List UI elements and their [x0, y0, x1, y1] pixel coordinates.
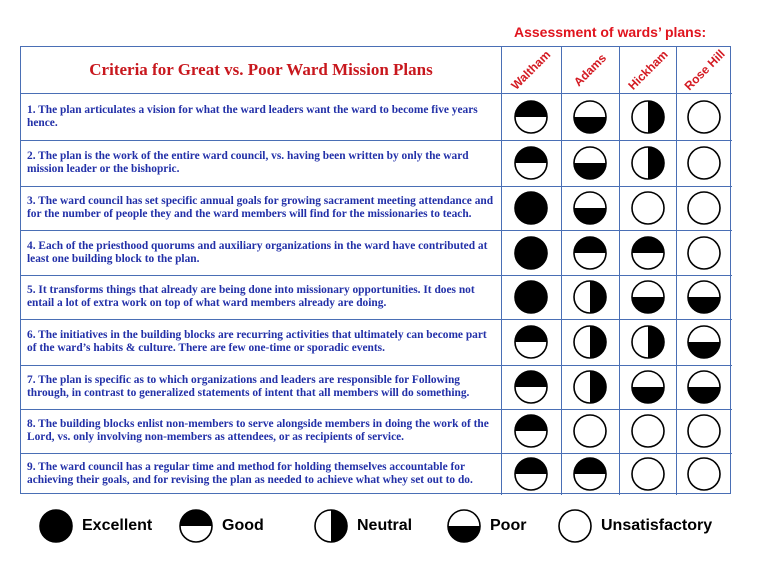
criterion-text	[27, 94, 499, 139]
rating-good-icon	[513, 99, 549, 140]
criterion-label: 5. It transforms things that already are being done into missionary opportunities. It does not entail a lot of extra work on top of what ward members already are doing.	[27, 284, 475, 309]
rating-unsatisfactory-icon	[630, 413, 666, 454]
legend-label: Neutral	[357, 517, 413, 534]
rating-unsatisfactory-icon	[686, 235, 722, 276]
rating-unsatisfactory-icon	[686, 190, 722, 231]
legend-item-good	[178, 506, 264, 546]
criterion-label: 9. The ward council has a regular time and method for holding themselves accountable for achieving their goals, and for revising the plan as needed to achieve what whey set out to do.	[27, 461, 473, 486]
rating-good-icon	[630, 235, 666, 276]
criterion-text	[27, 366, 499, 408]
criterion-text	[27, 320, 499, 364]
rating-good-icon	[513, 369, 549, 410]
rating-poor-icon	[572, 190, 608, 231]
legend-label: Unsatisfactory	[601, 517, 713, 534]
criterion-label: 4. Each of the priesthood quorums and auxiliary organizations in the ward have contributed at least one building block to the plan.	[27, 239, 488, 265]
column-divider	[561, 47, 562, 495]
column-divider	[676, 47, 677, 495]
rating-unsatisfactory-icon	[630, 456, 666, 497]
assessment-title: Assessment of wards’ plans:	[514, 24, 707, 40]
criterion-label: 1. The plan articulates a vision for what the ward leaders want the ward to become five years hence.	[27, 103, 478, 129]
ward-header: Rose Hill	[681, 46, 728, 94]
rating-poor-icon	[572, 145, 608, 186]
rating-poor-icon	[686, 324, 722, 365]
column-divider	[501, 47, 502, 495]
rating-good-icon	[572, 235, 608, 276]
criterion-label: 7. The plan is specific as to which organizations and leaders are responsible for Following through, in contrast to generalized statements of intent that all members will do something.	[27, 374, 470, 399]
table-title: Criteria for Great vs. Poor Ward Mission Plans	[89, 60, 433, 79]
legend-item-poor	[446, 506, 526, 546]
criterion-text	[27, 276, 499, 318]
ward-header: Waltham	[508, 47, 554, 93]
rating-poor-icon	[686, 369, 722, 410]
legend-label: Good	[222, 517, 264, 534]
rating-good-icon	[572, 456, 608, 497]
rating-neutral-icon	[572, 369, 608, 410]
criterion-label: 8. The building blocks enlist non-members to serve alongside members in doing the work of the Lord, vs. only involving non-members as attendees, or as recipients of service.	[27, 418, 489, 443]
legend-label: Excellent	[82, 517, 153, 534]
legend-item-excellent	[38, 506, 152, 546]
rating-good-icon	[513, 145, 549, 186]
rating-good-icon	[513, 324, 549, 365]
rating-good-icon	[513, 413, 549, 454]
ward-header: Hickham	[624, 47, 671, 93]
rating-unsatisfactory-icon	[686, 413, 722, 454]
legend-excellent-icon	[38, 508, 74, 544]
legend-label: Poor	[490, 517, 527, 534]
rating-neutral-icon	[630, 324, 666, 365]
rating-unsatisfactory-icon	[630, 190, 666, 231]
column-divider	[619, 47, 620, 495]
criterion-label: 3. The ward council has set specific annual goals for growing sacrament meeting attendance and for the number of people they and the ward members will find for the missionaries to teach.	[27, 195, 494, 220]
criterion-text	[27, 187, 499, 229]
criterion-text	[27, 454, 499, 494]
rating-good-icon	[513, 456, 549, 497]
rating-excellent-icon	[513, 279, 549, 320]
rating-unsatisfactory-icon	[686, 456, 722, 497]
criterion-text	[27, 231, 499, 274]
criterion-text	[27, 410, 499, 452]
legend-item-neutral	[313, 506, 412, 546]
legend-good-icon	[178, 508, 214, 544]
rating-poor-icon	[686, 279, 722, 320]
rating-poor-icon	[630, 369, 666, 410]
rating-unsatisfactory-icon	[686, 99, 722, 140]
rating-neutral-icon	[630, 99, 666, 140]
legend-item-unsatisfactory	[557, 506, 712, 546]
rating-neutral-icon	[572, 324, 608, 365]
legend-neutral-icon	[313, 508, 349, 544]
rating-poor-icon	[630, 279, 666, 320]
ward-header: Adams	[570, 50, 610, 90]
legend	[0, 506, 768, 546]
rating-neutral-icon	[572, 279, 608, 320]
rating-unsatisfactory-icon	[572, 413, 608, 454]
rating-unsatisfactory-icon	[686, 145, 722, 186]
legend-unsatisfactory-icon	[557, 508, 593, 544]
rating-excellent-icon	[513, 190, 549, 231]
criterion-label: 6. The initiatives in the building blocks are recurring activities that ultimately can become part of the ward’s habits & culture. There are few one-time or sporadic events.	[27, 329, 487, 354]
rating-excellent-icon	[513, 235, 549, 276]
rating-poor-icon	[572, 99, 608, 140]
criterion-text	[27, 141, 499, 185]
criteria-table	[20, 46, 731, 494]
rating-neutral-icon	[630, 145, 666, 186]
criterion-label: 2. The plan is the work of the entire ward council, vs. having been written by only the ward mission leader or the bishopric.	[27, 150, 469, 175]
legend-poor-icon	[446, 508, 482, 544]
